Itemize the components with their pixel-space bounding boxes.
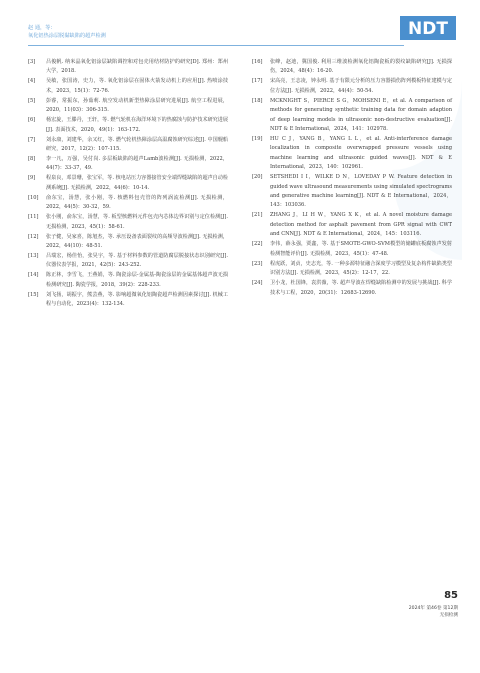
reference-entry — [252, 58, 452, 77]
reference-entry — [252, 135, 452, 173]
reference-number: [16] — [252, 59, 263, 65]
reference-text: 彭睿，常振东，孙茹莉. 航空发动机新型热障涂层研究进展[J]. 航空工程进展，2020，11(03)：306-315. — [46, 97, 228, 114]
reference-number: [6] — [28, 117, 36, 124]
header-rule — [28, 45, 404, 46]
reference-text: 程虎跃，刘贞，史志光，等. 一种多源特征融合深度学习模型及复杂构件缺陷类型识别方法[J]. 无损检测，2023，45(2)：12-17，22. — [270, 260, 452, 277]
reference-number: [3] — [28, 59, 36, 65]
reference-text: 李一凡，万强，吴付岗. 多层板缺陷的超声Lamb波检测[J]. 无损检测，2022，44(7)：33-37，49. — [46, 156, 228, 172]
reference-entry — [252, 173, 452, 211]
reference-number: [15] — [28, 291, 39, 298]
reference-text: 程泉良，邓景珊，张宝军，等. 核电站压力容器接管安全端焊缝缺陷的超声自动检测系统[J]. 无损检测，2022，44(6)：10-14. — [46, 175, 228, 191]
reference-entry — [252, 77, 452, 96]
reference-entry — [252, 97, 452, 135]
reference-text: 张子健，吴家喜，陈旭杰，等. 承压设备表面裂纹的高频导波检测[J]. 无损检测，2022，44(10)：48-51. — [46, 233, 228, 250]
journal-name: 无损检测 — [439, 613, 458, 618]
reference-number: [19] — [252, 136, 263, 143]
reference-number: [13] — [28, 253, 39, 260]
reference-entry — [28, 155, 228, 174]
reference-entry — [28, 116, 228, 135]
reference-number: [5] — [28, 97, 36, 104]
reference-text: 吕瑞宏，杨佳怡，张昊宇，等. 基于材料参数的管道防腐层脱接状态识别研究[J]. 仪器仪表学报，2021，42(5)：243-252. — [46, 253, 228, 269]
reference-text: 宋高亮，王志凌，钟永明. 基于有限元分析的压力容器损伤阵列模板特征建模与定位方法[J]. 无损检测，2022，44(4)：50-54. — [270, 78, 452, 94]
reference-entry — [28, 271, 228, 290]
reference-entry — [28, 174, 228, 193]
reference-number: [8] — [28, 156, 36, 163]
references-left-column — [28, 58, 228, 310]
reference-text: 刘飞扬，胡振宇，熊芸燕，等. 影响超微氧化铝陶瓷超声检测因素探讨[J]. 机械工程与自动化，2023(4)：132-134. — [46, 291, 228, 308]
reference-entry — [28, 136, 228, 155]
page-header — [28, 19, 456, 50]
reference-entry — [28, 213, 228, 232]
reference-text: SETSHEDI I I，WILKE D N，LOVEDAY P W. Feature detection in guided wave ultrasound measurements using simulated spectrograms and generative machine learning[J]. NDT & E International，2024，143：103036. — [270, 174, 452, 209]
reference-number: [22] — [252, 241, 263, 248]
reference-text: 俞东宝，汤慧，张小刚，等. 核燃料包壳管的阵列涡流检测[J]. 无损检测，2022，44(5)：30-32，59. — [46, 194, 228, 211]
reference-text: MCKNIGHT S，PIERCE S G，MOHSENI E，et al. A comparison of methods for generating synthetic training data for domain adaption of deep learning models in ultrasonic non-destructive evaluation[J]. NDT & E International，2024，141：102978. — [270, 97, 452, 133]
reference-number: [4] — [28, 78, 36, 85]
reference-text: 陈正林，李雪飞，王燕娟，等. 陶瓷涂层-金属基-陶瓷涂层的金属基体超声波无损检测研究[J]. 陶瓷学报，2018，39(2)：228-233. — [46, 272, 228, 288]
reference-text: 卫小龙，杜国锋，袁洪薇，等. 超声导波在焊缝缺陷检测中的发展与挑战[J]. 科学技术与工程，2020，20(31)：12683-12690. — [270, 280, 452, 296]
reference-text: 张小刚，俞东宝，汤慧，等. 板型核燃料元件包壳内芯体边界识别与定位检测[J]. 无损检测，2023，45(1)：58-61. — [46, 214, 228, 230]
reference-number: [24] — [252, 280, 263, 287]
reference-entry — [252, 260, 452, 279]
reference-number: [20] — [252, 174, 263, 181]
reference-entry — [28, 233, 228, 252]
reference-text: 刘永康，刘建华，余又红，等. 燃气轮机热障涂层高温腐蚀研究综述[J]. 中国舰船研究，2017，12(2)：107-115. — [46, 136, 228, 153]
journal-issue: 2024年 第46卷 第12期 — [408, 606, 458, 611]
reference-number: [12] — [28, 233, 39, 240]
reference-number: [21] — [252, 212, 263, 219]
reference-text: ZHANG J，LI H W，YANG X K，et al. A novel moisture damage detection method for asphalt pavement from GPR signal with CWT and CNN[J]. NDT & E International，2024，145：103116. — [270, 212, 452, 238]
reference-entry — [28, 252, 228, 271]
logo-text: NDT — [408, 19, 448, 39]
reference-entry — [252, 211, 452, 239]
references-section — [28, 58, 456, 578]
page-footer — [338, 590, 458, 620]
reference-entry — [28, 58, 228, 77]
reference-text: 吴敏，张国涛，史力，等. 氧化铝涂层在固体火箭发动机上的应用[J]. 热喷涂技术，2023，15(1)：72-76. — [46, 78, 228, 94]
reference-number: [18] — [252, 97, 263, 104]
reference-entry — [252, 279, 452, 298]
reference-text: HU C J，YANG B，YANG L L，et al. Anti-interference damage localization in composite overwrapped pressure vessels using machine learning and ultrasonic guided waves[J]. NDT & E International，2023，140：102961. — [270, 136, 452, 171]
reference-text: 张峰，赵迪，冀国俊. 利用三维波检测氧化铝陶瓷板的裂纹缺陷研究[J]. 无损探伤，2024，48(4)：16-20. — [270, 59, 452, 75]
reference-text: 吕俊帆. 纳米晶氧化铝涂层缺陷调控和对包壳用结材防护的研究[D]. 郑州：郑州大学，2018. — [46, 59, 228, 75]
running-head-title: 氧化铝热涂层脱黏缺陷的超声检测 — [28, 33, 106, 39]
reference-number: [9] — [28, 175, 36, 182]
reference-entry — [28, 77, 228, 96]
reference-entry — [252, 240, 452, 259]
reference-number: [7] — [28, 136, 36, 143]
running-head-authors: 赵 通，等： — [28, 25, 56, 31]
references-right-column — [252, 58, 452, 299]
reference-number: [17] — [252, 78, 263, 85]
journal-logo — [400, 16, 456, 40]
reference-entry — [28, 97, 228, 116]
reference-entry — [28, 194, 228, 213]
reference-number: [23] — [252, 260, 263, 267]
reference-number: [10] — [28, 194, 39, 201]
reference-number: [14] — [28, 272, 39, 279]
reference-text: 杨宏旋，王滕丹，王轩，等. 燃气轮机在海洋环境下的热腐蚀与防护技术研究进展[J]. 表面技术，2020，49(1)：163-172. — [46, 117, 228, 133]
reference-number: [11] — [28, 214, 39, 221]
page-number: 85 — [444, 590, 458, 601]
reference-entry — [28, 291, 228, 310]
reference-text: 李伟，薛永强，贾鑫，等. 基于SMOTE-GWO-SVM模型的储罐底板腐蚀声发射检测智能评价[J]. 无损检测，2023，45(1)：47-48. — [270, 241, 452, 257]
